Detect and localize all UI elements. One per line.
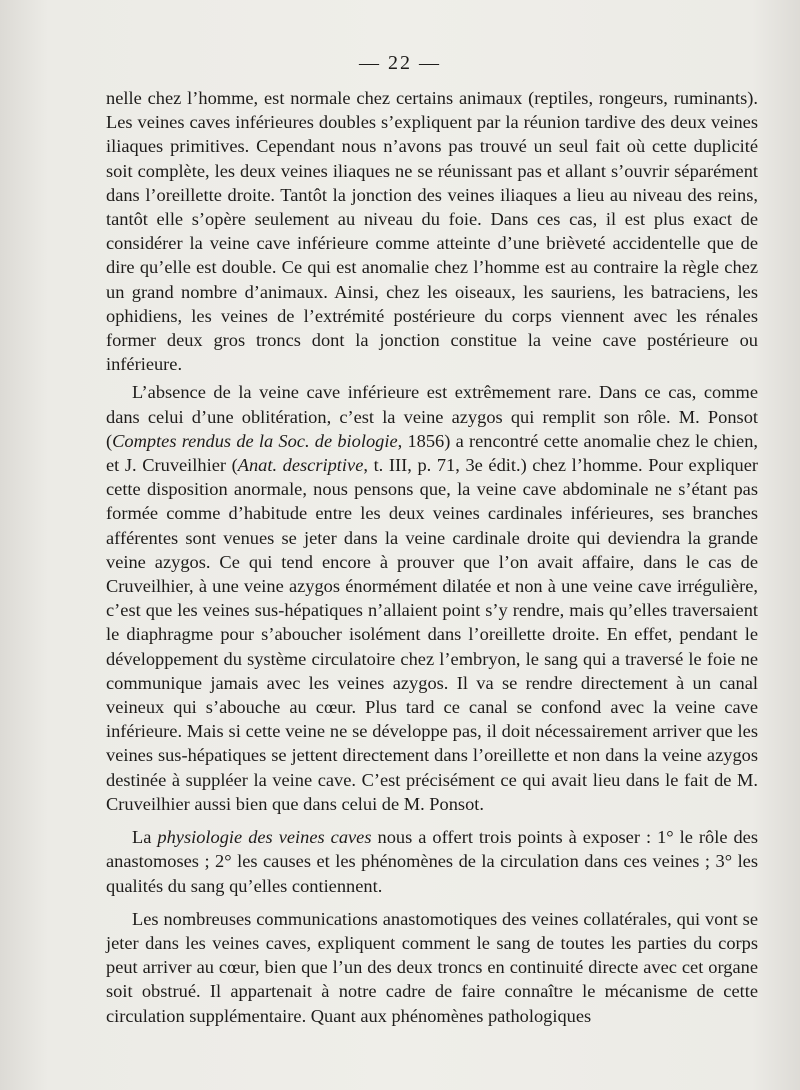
text-run: La (132, 827, 158, 848)
paragraph-continued: nelle chez l’homme, est normale chez certains animaux (reptiles, rongeurs, ruminants). Les veines caves inférieures doubles s’expliquent par la réunion tardive des deux veines iliaques primitives. Cependant nous n’avons pas trouvé un seul fait où cette duplicité soit complète, les deux veines iliaques ne se réunissant pas et allant s’ouvrir séparément dans l’oreillette droite. Tantôt la jonction des veines iliaques a lieu au niveau des reins, tantôt elle s’opère seulement au niveau du foie. Dans ces cas, il est plus exact de considérer la veine cave inférieure comme atteinte d’une brièveté accidentelle que de dire qu’elle est double. Ce qui est anomalie chez l’homme est au contraire la règle chez un grand nombre d’animaux. Ainsi, chez les oiseaux, les sauriens, les batraciens, les ophidiens, les veines de l’extrémité postérieure du corps viennent avec les rénales former deux gros troncs dont la jonction constitue la veine cave postérieure ou inférieure. (106, 88, 758, 375)
text-run: , t. III, p. 71, 3e édit.) chez l’homme. Pour expliquer cette disposition anormale, nous pensons que, la veine cave abdominale ne s’étant pas formée comme d’habitude entre les deux veines cardinales inférieures, ses branches afférentes sont venues se jeter dans la veine cardinale droite qui deviendra la grande veine azygos. Ce qui tend encore à prouver que l’on avait affaire, dans le cas de Cruveilhier, à une veine azygos énormément dilatée et non à une veine cave irrégulière, c’est que les veines sus-hépatiques n’allaient point s’y rendre, mais qu’elles traversaient le diaphragme pour s’aboucher isolément dans l’oreillette droite. En effet, pendant le développement du système circulatoire chez l’embryon, le sang qui a traversé le foie ne communique jamais avec les veines azygos. Il va se rendre directement à un canal veineux qui s’abouche au cœur. Plus tard ce canal se confond avec la veine cave inférieure. Mais si cette veine ne se développe pas, il doit nécessairement arriver que les veines sus-hépatiques se jettent directement dans l’oreillette et non dans la veine azygos destinée à suppléer la veine cave. C’est précisément ce qui avait lieu dans le fait de M. Cruveilhier aussi bien que dans celui de M. Ponsot. (106, 455, 758, 814)
text-run: nous a offert trois points à exposer : 1° le rôle des anastomoses ; 2° les causes et les phénomènes de la circulation dans ces veines ; 3° les qualités du sang qu’elles contiennent. (106, 827, 759, 896)
citation-title: Comptes rendus de la Soc. de biologie (112, 430, 398, 451)
citation-title: Anat. descriptive (237, 455, 364, 476)
text-body (106, 86, 758, 1028)
text-run: L’absence de la veine cave inférieure est extrêmement rare. Dans ce cas, comme dans celui d’une oblitération, c’est la veine azygos qui remplit son rôle. M. Ponsot ( (106, 382, 758, 451)
paragraph-absence-veine-cave (106, 380, 758, 816)
italic-term: physiologie des veines caves (157, 827, 372, 848)
text-run: , 1856) a rencontré cette anomalie chez le chien, et J. Cruveilhier ( (106, 430, 758, 476)
paragraph-physiologie (106, 825, 758, 898)
paragraph-anastomoses: Les nombreuses communications anastomotiques des veines collatérales, qui vont se jeter dans les veines caves, expliquent comment le sang de toutes les parties du corps peut arriver au cœur, bien que l’un des deux troncs en continuité directe avec cet organe soit obstrué. Il appartenait à notre cadre de faire connaître le mécanisme de cette circulation supplémentaire. Quant aux phénomènes pathologiques (106, 908, 758, 1026)
page-number: — 22 — (359, 52, 441, 74)
